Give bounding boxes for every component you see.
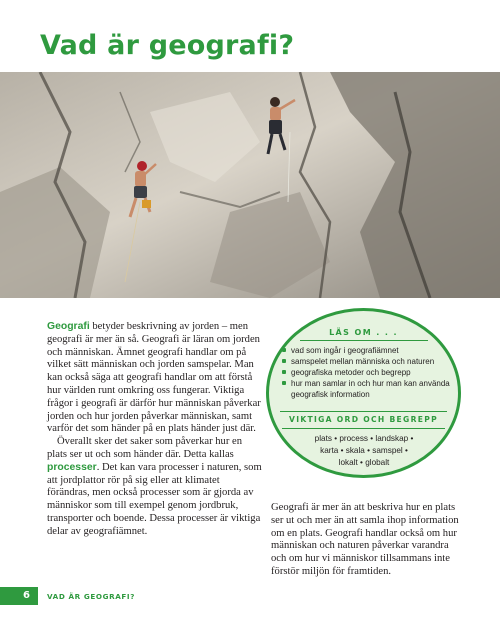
term-processer: processer [47,461,97,473]
words-rule-top [280,411,447,412]
process-paragraph [47,436,262,538]
bullet-icon [282,370,286,374]
keyword-list [278,433,450,469]
list-item [282,367,454,378]
las-om-heading: LÄS OM . . . [329,328,398,337]
process-text-before: Överallt sker det saker som påverkar hur en plats ser ut och som händer där. Detta kallas [47,436,243,460]
body-column-left [47,321,262,539]
body-column-right [271,502,461,579]
list-item [282,356,454,367]
list-item-text: samspelet mellan människa och naturen [291,357,435,366]
list-item [282,345,454,356]
viktiga-ord-heading: VIKTIGA ORD OCH BEGREPP [289,415,438,424]
las-om-rule [300,340,428,341]
list-item-text: hur man samlar in och hur man kan använda geografisk information [291,379,450,399]
list-item-text: vad som ingår i geografiämnet [291,346,399,355]
summary-paragraph: Geografi är mer än att beskriva hur en plats ser ut och mer än att samla ihop information om en plats. Geografi handlar också om hur människan och naturen påverkar varandra och om hur vi människor tillsammans inte förstör miljön för framtiden. [271,502,459,577]
term-geografi: Geografi [47,321,90,332]
process-text-after: . Det kan vara processer i naturen, som att jordplattor rör på sig eller att klimatet förändras, men också processer som är gjorda av människor som till exempel genom jordbruk, transporter och boende. Dessa processer är viktiga delar av geografiämnet. [47,461,262,537]
list-item [282,378,454,400]
intro-text: betyder beskrivning av jorden – men geografi är mer än så. Geografi är läran om jorden och människan. Ämnet geografi handlar om på vilket sätt människan och jorden samspelar. Man kan också säga att geografi handlar om att förstå hur världen runt omkring oss fungerar. Viktiga frågor i geografi är därför hur människan påverkar jorden och hur jorden påverkar människan, samt varför det som händer på en plats händer just där. [47,321,261,435]
keyword-line: karta • skala • samspel • [320,446,408,455]
keyword-line: plats • process • landskap • [314,434,414,443]
bullet-icon [282,381,286,385]
intro-paragraph [47,321,262,436]
climbing-photo [0,72,500,298]
page-title: Vad är geografi? [40,30,295,61]
running-footer: VAD ÄR GEOGRAFI? [47,592,135,601]
words-rule-bottom [282,428,445,429]
list-item-text: geografiska metoder och begrepp [291,368,411,377]
bullet-icon [282,348,286,352]
bullet-icon [282,359,286,363]
keyword-line: lokalt • globalt [338,458,390,467]
las-om-list [282,345,454,400]
page-number: 6 [0,587,38,605]
